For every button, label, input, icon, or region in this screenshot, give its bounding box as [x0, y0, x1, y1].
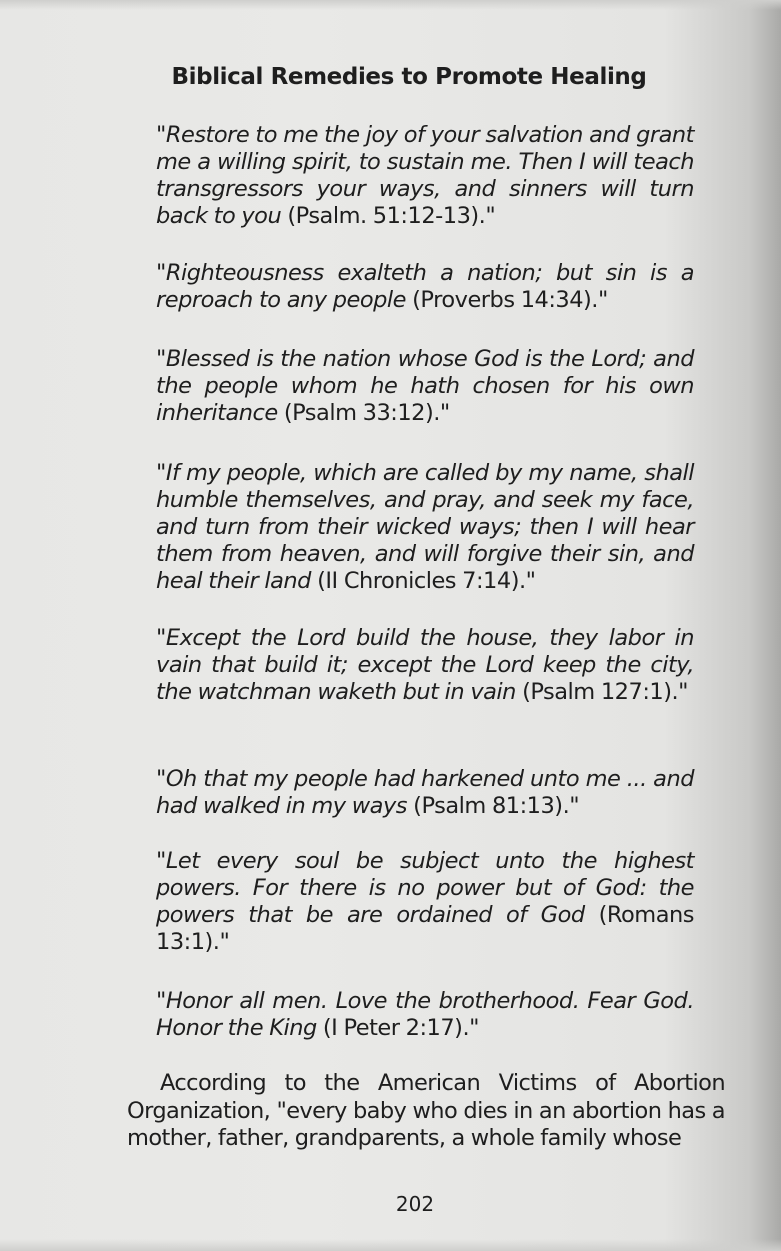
quote-text: "Restore to me the joy of your salvation and grant me a willing spirit, to sustain me. Then I will teach transgressors your ways, and sinners will turn back to you [156, 122, 694, 229]
quote-text: "Let every soul be subject unto the highest powers. For there is no power but of God: the powers that be are ordained of God [156, 848, 694, 928]
scripture-quote [156, 122, 694, 230]
scripture-quote [156, 766, 694, 820]
section-heading: Biblical Remedies to Promote Healing [171, 64, 647, 90]
closing-paragraph: According to the American Victims of Abortion Organization, "every baby who dies in an abortion has a mother, father, grandparents, a whole family whose [127, 1070, 725, 1151]
quote-text: "If my people, which are called by my name, shall humble themselves, and pray, and seek my face, and turn from their wicked ways; then I will hear them from heaven, and will forgive their sin, and heal their land [156, 460, 694, 594]
quote-citation: (Proverbs 14:34)." [406, 287, 608, 313]
quote-text: "Honor all men. Love the brotherhood. Fear God. Honor the King [156, 988, 694, 1041]
quote-citation: (Psalm 33:12)." [277, 400, 450, 426]
scripture-quote [156, 625, 694, 706]
scripture-quote [156, 988, 694, 1042]
page-top-shadow [0, 0, 781, 10]
quote-text: "Oh that my people had harkened unto me ... and had walked in my ways [156, 766, 694, 819]
quote-text: "Except the Lord build the house, they labor in vain that build it; except the Lord keep the city, the watchman waketh but in vain [156, 625, 694, 705]
page-number: 202 [395, 1192, 435, 1216]
scripture-quote [156, 460, 694, 595]
quote-citation: (II Chronicles 7:14)." [310, 568, 536, 594]
quote-text: "Righteousness exalteth a nation; but sin is a reproach to any people [156, 260, 694, 313]
quote-citation: (Romans 13:1)." [156, 902, 694, 955]
page-bottom-shadow [0, 1239, 781, 1251]
quote-citation: (I Peter 2:17)." [316, 1015, 479, 1041]
quote-text: "Blessed is the nation whose God is the Lord; and the people whom he hath chosen for his own inheritance [156, 346, 694, 426]
quote-citation: (Psalm 81:13)." [407, 793, 580, 819]
quote-citation: (Psalm. 51:12-13)." [281, 203, 496, 229]
quote-citation: (Psalm 127:1)." [515, 679, 688, 705]
scripture-quote [156, 260, 694, 314]
scripture-quote [156, 848, 694, 956]
scripture-quote [156, 346, 694, 427]
